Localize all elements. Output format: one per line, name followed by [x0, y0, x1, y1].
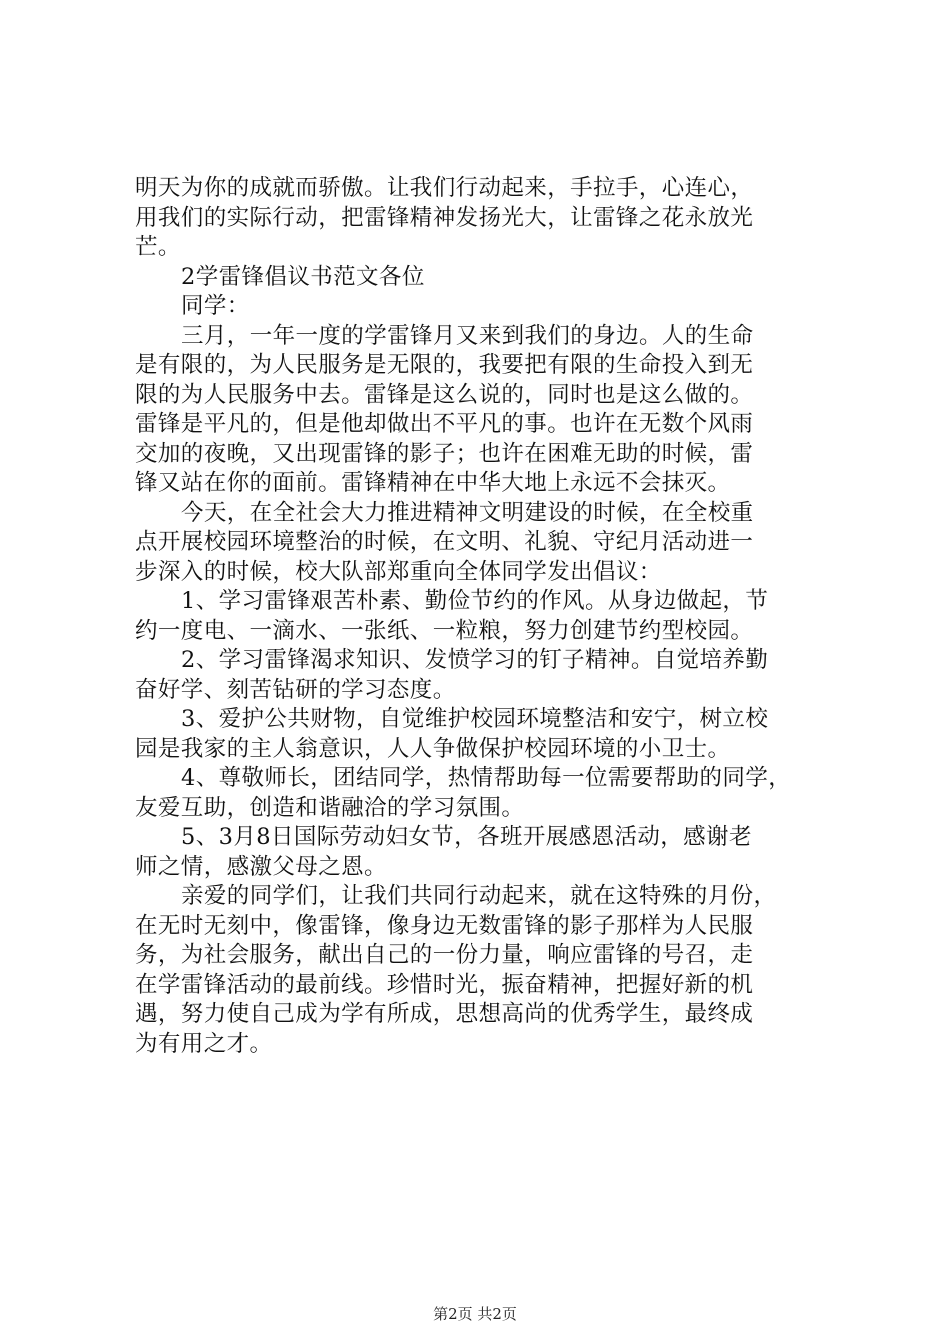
text-line: 点开展校园环境整治的时候，在文明、礼貌、守纪月活动进一 [135, 529, 754, 555]
text-line: 园是我家的主人翁意识，人人争做保护校园环境的小卫士。 [135, 735, 731, 762]
text-line: 锋又站在你的面前。雷锋精神在中华大地上永远不会抹灭。 [135, 470, 731, 496]
text-line: 三月，一年一度的学雷锋月又来到我们的身边。人的生命 [181, 322, 754, 349]
text-line: 在学雷锋活动的最前线。珍惜时光，振奋精神，把握好新的机 [135, 971, 754, 998]
text-line: 5、3月8日国际劳动妇女节，各班开展感恩活动，感谢老 [181, 824, 752, 850]
text-line: 同学： [181, 293, 250, 319]
text-line: 芒。 [135, 234, 181, 260]
text-line: 亲爱的同学们，让我们共同行动起来，就在这特殊的月份， [181, 883, 777, 909]
text-line: 今天，在全社会大力推进精神文明建设的时候，在全校重 [181, 499, 754, 526]
page-footer: 第2页 共2页 [433, 1305, 517, 1323]
text-line: 交加的夜晚，又出现雷锋的影子；也许在困难无助的时候，雷 [135, 440, 754, 467]
text-line: 为有用之才。 [135, 1030, 273, 1057]
text-line: 用我们的实际行动，把雷锋精神发扬光大，让雷锋之花永放光 [135, 204, 754, 231]
text-line: 奋好学、刻苦钻研的学习态度。 [135, 676, 456, 703]
text-line: 2、学习雷锋渴求知识、发愤学习的钉子精神。自觉培养勤 [181, 647, 769, 673]
text-line: 友爱互助，创造和谐融洽的学习氛围。 [135, 794, 525, 821]
text-line: 2学雷锋倡议书范文各位 [181, 263, 425, 290]
text-line: 4、尊敬师长，团结同学，热情帮助每一位需要帮助的同学， [181, 765, 792, 791]
text-line: 明天为你的成就而骄傲。让我们行动起来，手拉手，心连心， [135, 175, 754, 201]
text-line: 雷锋是平凡的，但是他却做出不平凡的事。也许在无数个风雨 [135, 411, 754, 437]
text-line: 3、爱护公共财物，自觉维护校园环境整洁和安宁，树立校 [181, 706, 769, 732]
document-body [135, 174, 825, 1059]
text-line: 限的为人民服务中去。雷锋是这么说的，同时也是这么做的。 [135, 381, 754, 408]
text-line: 约一度电、一滴水、一张纸、一粒粮，努力创建节约型校园。 [135, 617, 754, 644]
text-line: 师之情，感激父母之恩。 [135, 853, 387, 880]
text-line: 在无时无刻中，像雷锋，像身边无数雷锋的影子那样为人民服 [135, 912, 754, 939]
text-line: 务，为社会服务，献出自己的一份力量，响应雷锋的号召，走 [135, 942, 754, 968]
text-line: 1、学习雷锋艰苦朴素、勤俭节约的作风。从身边做起，节 [181, 588, 769, 614]
text-line: 步深入的时候，校大队部郑重向全体同学发出倡议： [135, 558, 662, 585]
text-line: 遇，努力使自己成为学有所成，思想高尚的优秀学生，最终成 [135, 1001, 754, 1027]
text-line: 是有限的，为人民服务是无限的，我要把有限的生命投入到无 [135, 352, 754, 378]
